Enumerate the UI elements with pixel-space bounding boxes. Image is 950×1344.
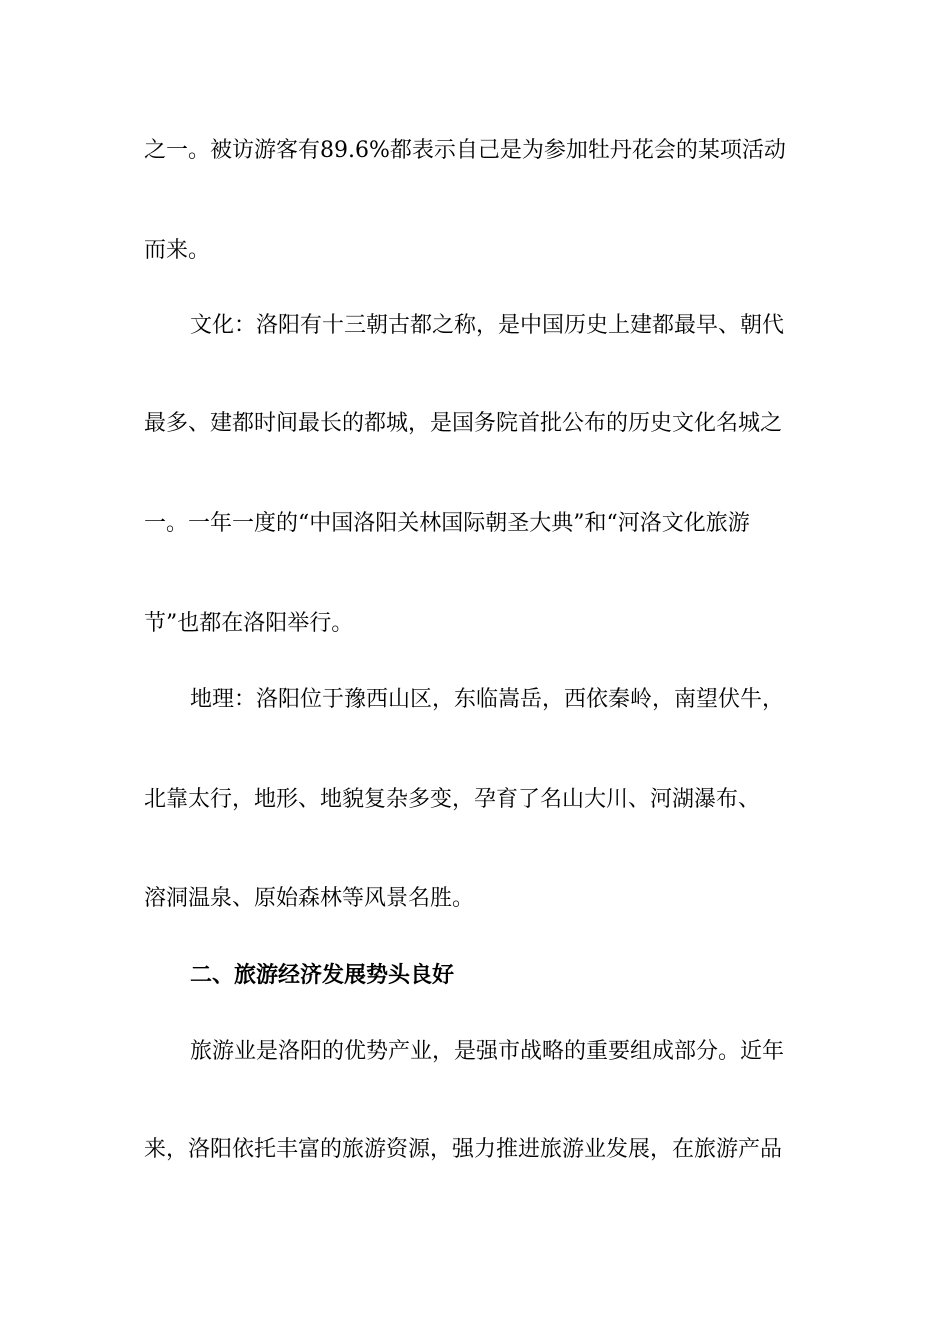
paragraph-line: 节”也都在洛阳举行。: [144, 611, 354, 636]
paragraph-line: 一。一年一度的“中国洛阳关林国际朝圣大典”和“河洛文化旅游: [144, 511, 750, 536]
paragraph-line: 北靠太行，地形、地貌复杂多变，孕育了名山大川、河湖瀑布、: [144, 787, 761, 812]
paragraph-line: 溶洞温泉、原始森林等风景名胜。: [144, 886, 475, 911]
paragraph-line: 之一。被访游客有89.6%都表示自己是为参加牡丹花会的某项活动: [144, 138, 786, 163]
paragraph-line-culture: 文化：洛阳有十三朝古都之称，是中国历史上建都最早、朝代: [190, 313, 785, 338]
paragraph-line: 而来。: [144, 238, 211, 263]
paragraph-line: 来，洛阳依托丰富的旅游资源，强力推进旅游业发展，在旅游产品: [144, 1137, 783, 1162]
paragraph-line-geography: 地理：洛阳位于豫西山区，东临嵩岳，西依秦岭，南望伏牛，: [190, 687, 785, 712]
paragraph-line: 最多、建都时间最长的都城，是国务院首批公布的历史文化名城之: [144, 411, 783, 436]
paragraph-line-tourism: 旅游业是洛阳的优势产业，是强市战略的重要组成部分。近年: [190, 1039, 785, 1064]
section-heading: 二、旅游经济发展势头良好: [190, 962, 455, 988]
